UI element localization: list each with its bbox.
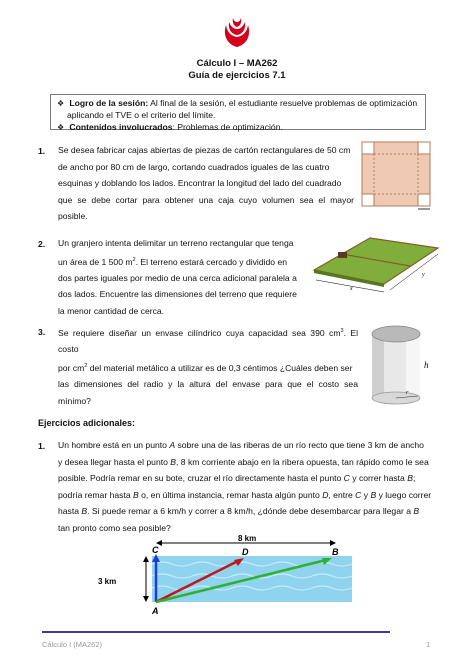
contenidos-text: : Problemas de optimización. bbox=[172, 122, 283, 132]
problem-2-line: dos partes iguales por medio de una cerca adicional paralela a bbox=[58, 272, 297, 283]
text-span: y luego correr bbox=[376, 489, 432, 500]
additional-1-number: 1. bbox=[38, 441, 46, 451]
point-b-ref: B bbox=[370, 489, 377, 500]
footer-course: Cálculo I (MA262) bbox=[42, 640, 103, 649]
logro-text-cont: aplicando el TVE o el criterio del límite. bbox=[67, 110, 216, 120]
point-b-ref: B bbox=[133, 489, 139, 500]
text-span: . Si puede remar a 6 km/h y correr a 8 km/h, ¿dónde debe desembarcar para llegar a bbox=[87, 506, 414, 516]
upc-logo-icon bbox=[222, 14, 252, 48]
problem-1-line: de ancho por 80 cm de largo, cortando cuadrados iguales de las cuatro bbox=[58, 161, 330, 172]
distance-8km-label: 8 km bbox=[238, 534, 257, 543]
point-c-label: C bbox=[152, 545, 159, 555]
diamond-bullet-icon: ❖ bbox=[57, 123, 65, 132]
problem-1-line: que se debe cortar para obtener una caja cuyo volumen sea el mayor posible. bbox=[58, 194, 354, 221]
superscript: 2 bbox=[132, 256, 136, 263]
text-span: posible. Podría remar en su bote, cruzar el río directamente hasta el punto bbox=[58, 473, 344, 483]
text-span: sobre una de las riberas de un río recto que tiene 3 km de ancho bbox=[175, 440, 424, 450]
problem-3-capacity: Se requiere diseñar un envase cilíndrico cuya capacidad sea 390 cm bbox=[58, 327, 341, 338]
logro-label: Logro de la sesión: bbox=[69, 98, 149, 108]
river-figure bbox=[98, 534, 358, 620]
contenidos-row bbox=[57, 121, 283, 135]
point-b-ref: B bbox=[413, 506, 420, 516]
additional-line bbox=[58, 437, 436, 454]
text-span: , 8 km corriente abajo en la ribera opuesta, tan rápido como le sea bbox=[176, 456, 429, 467]
cardboard-figure bbox=[360, 140, 436, 212]
guide-title: Guía de ejercicios 7.1 bbox=[188, 70, 286, 81]
contenidos-label: Contenidos involucrados bbox=[69, 122, 173, 132]
problem-3-line bbox=[58, 323, 358, 358]
problem-3-line-rest: . El costo bbox=[58, 327, 359, 355]
problem-3-number: 3. bbox=[38, 327, 46, 337]
additional-1-text bbox=[58, 437, 436, 536]
additional-heading: Ejercicios adicionales: bbox=[38, 418, 136, 428]
footer-divider bbox=[42, 631, 390, 633]
problem-2-line: Un granjero intenta delimitar un terreno rectangular que tenga bbox=[58, 238, 294, 248]
cylinder-r-label: r bbox=[406, 390, 409, 396]
text-span: y desea llegar hasta el punto bbox=[58, 456, 171, 467]
problem-2-line: la menor cantidad de cerca. bbox=[58, 305, 165, 316]
additional-line bbox=[58, 487, 436, 504]
problem-3-line: las dimensiones del radio y la altura del envase para que el costo sea mínimo? bbox=[58, 379, 358, 406]
text-span: y correr hasta bbox=[349, 473, 408, 483]
footer-page-number: 1 bbox=[426, 640, 431, 649]
point-c-ref: C bbox=[343, 473, 350, 483]
problem-3-text bbox=[58, 323, 358, 409]
point-b-label: B bbox=[332, 547, 339, 557]
problem-2-line bbox=[58, 252, 308, 270]
problem-2-line-rest: . El terreno estará cercado y dividido en bbox=[135, 256, 288, 267]
point-d-label: D bbox=[242, 547, 249, 557]
cylinder-h-label: h bbox=[424, 360, 429, 370]
problem-2-text bbox=[58, 235, 308, 319]
problem-1-number: 1. bbox=[38, 146, 46, 156]
problem-3-line-rest: del material metálico a utilizar es de 0,3 céntimos ¿Cuáles deben ser bbox=[87, 362, 353, 373]
point-a-ref: A bbox=[169, 440, 176, 450]
superscript: 3 bbox=[340, 328, 344, 334]
problem-3-line bbox=[58, 358, 358, 376]
fenced-field-figure bbox=[310, 232, 442, 294]
problem-1-line: esquinas y doblando los lados. Encontrar la longitud del lado del cuadrado bbox=[58, 178, 342, 188]
point-d-ref: D bbox=[322, 489, 329, 500]
field-y-label: y bbox=[422, 272, 425, 278]
text-span: , entre bbox=[328, 489, 356, 500]
problem-1-line: Se desea fabricar cajas abiertas de piezas de cartón rectangulares de 50 cm bbox=[58, 145, 351, 155]
problem-2-line: dos lados. Encuentre las dimensiones del terreno que requiere bbox=[58, 289, 297, 300]
point-a-label: A bbox=[152, 606, 159, 616]
point-b-ref: B bbox=[81, 506, 88, 516]
point-b-ref: B bbox=[170, 456, 177, 467]
text-span: Un hombre está en un punto bbox=[58, 440, 170, 450]
superscript: 2 bbox=[84, 362, 88, 369]
additional-line: tan pronto como sea posible? bbox=[58, 522, 171, 533]
problem-2-area: un área de 1 500 m bbox=[58, 256, 133, 267]
additional-line bbox=[58, 454, 436, 471]
field-x-label: x bbox=[350, 286, 353, 292]
problem-1-text bbox=[58, 142, 354, 225]
objectives-box bbox=[50, 94, 426, 130]
text-span: hasta bbox=[58, 506, 82, 516]
problem-3-cost: por cm bbox=[58, 362, 85, 373]
text-span: o, en última instancia, remar hasta algún punto bbox=[138, 489, 323, 500]
cylinder-can-figure bbox=[366, 322, 436, 408]
logro-text: Al final de la sesión, el estudiante resuelve problemas de optimización bbox=[150, 98, 418, 108]
text-span: podría remar hasta bbox=[58, 489, 133, 500]
additional-line: posible. Podría remar en su bote, cruzar el río directamente hasta el punto C y correr hasta B; bbox=[58, 473, 416, 483]
problem-2-number: 2. bbox=[38, 239, 46, 249]
diamond-bullet-icon: ❖ bbox=[57, 99, 65, 108]
course-title: Cálculo I – MA262 bbox=[196, 58, 278, 69]
additional-line bbox=[58, 503, 436, 520]
point-b-ref: B bbox=[407, 473, 413, 483]
point-c-ref: C bbox=[355, 489, 362, 500]
text-span: y bbox=[361, 489, 371, 500]
distance-3km-label: 3 km bbox=[98, 577, 117, 586]
